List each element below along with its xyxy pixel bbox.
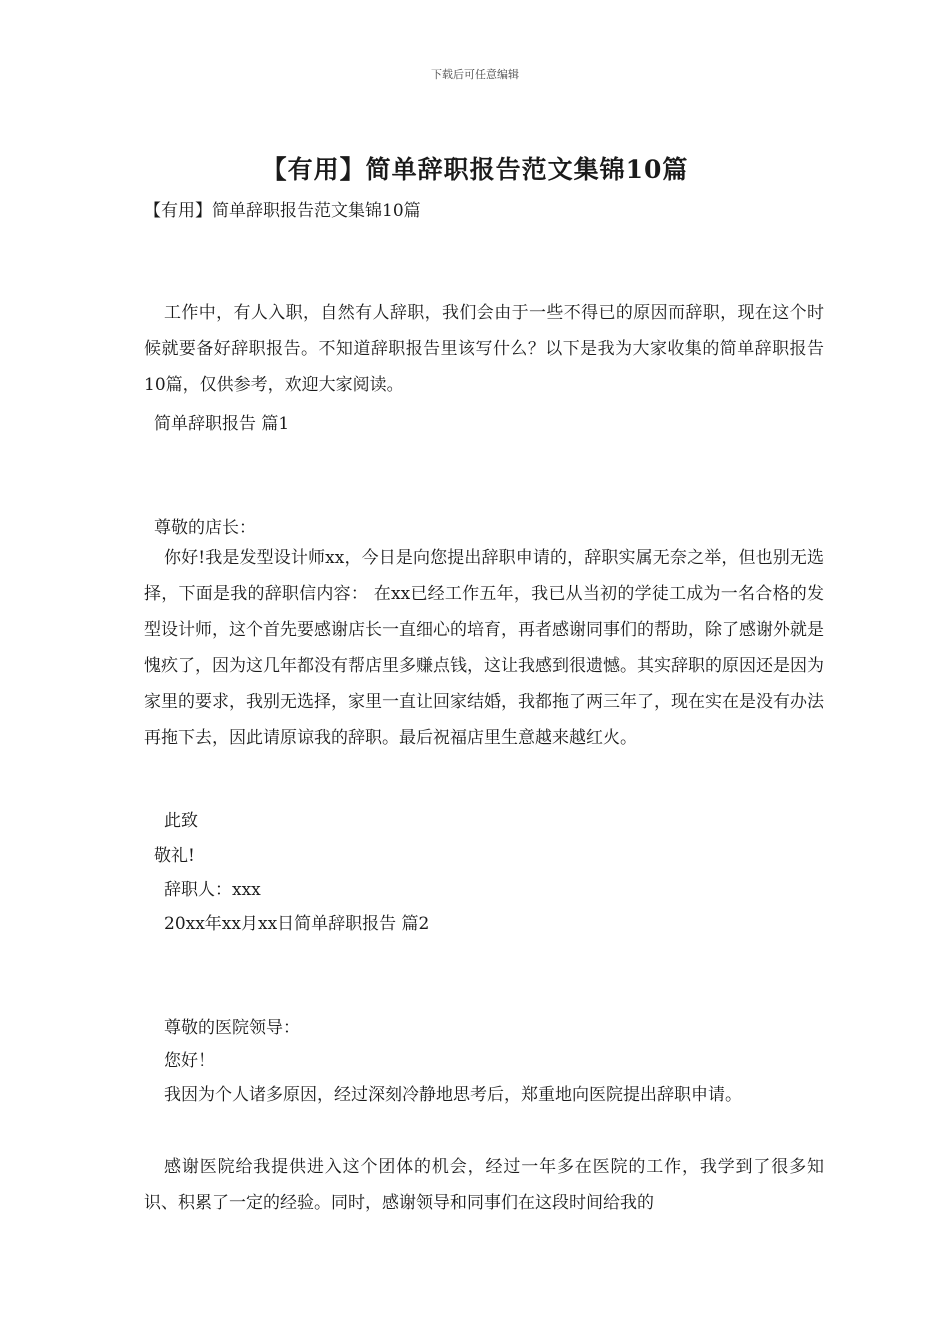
closing-line-1: 此致 <box>164 811 198 831</box>
intro-paragraph: 工作中，有人入职，自然有人辞职，我们会由于一些不得已的原因而辞职，现在这个时候就要备好辞职报告。不知道辞职报告里该写什么？以下是我为大家收集的简单辞职报告10篇，仅供参考，欢迎大家阅读。 <box>144 303 824 395</box>
document-title: 【有用】简单辞职报告范文集锦10篇 <box>261 155 689 184</box>
signer-line: 辞职人：xxx <box>164 880 261 900</box>
closing-line-2: 敬礼! <box>154 846 195 866</box>
document-subtitle: 【有用】简单辞职报告范文集锦10篇 <box>144 201 421 221</box>
section2-body: 感谢医院给我提供进入这个团体的机会，经过一年多在医院的工作，我学到了很多知识、积累了一定的经验。同时，感谢领导和同事们在这段时间给我的 <box>144 1157 824 1213</box>
section1-salutation: 尊敬的店长： <box>154 518 256 538</box>
section1-body: 你好!我是发型设计师xx，今日是向您提出辞职申请的，辞职实属无奈之举，但也别无选择，下面是我的辞职信内容： 在xx已经工作五年，我已从当初的学徒工成为一名合格的发型设计师，这个首先要感谢店长一直细心的培育，再者感谢同事们的帮助，除了感谢外就是愧疚了，因为这几年都没有帮店里多赚点钱，这让我感到很遗憾。其实辞职的原因还是因为家里的要求，我别无选择，家里一直让回家结婚，我都拖了两三年了，现在实在是没有办法再拖下去，因此请原谅我的辞职。最后祝福店里生意越来越红火。 <box>144 548 824 748</box>
date-and-section2-heading: 20xx年xx月xx日简单辞职报告 篇2 <box>164 914 430 934</box>
header-note: 下载后可任意编辑 <box>431 68 519 81</box>
section2-greeting: 您好！ <box>164 1051 215 1071</box>
section2-statement: 我因为个人诸多原因，经过深刻冷静地思考后，郑重地向医院提出辞职申请。 <box>164 1085 742 1105</box>
section1-heading: 简单辞职报告 篇1 <box>154 414 290 434</box>
section2-salutation: 尊敬的医院领导： <box>164 1018 300 1038</box>
